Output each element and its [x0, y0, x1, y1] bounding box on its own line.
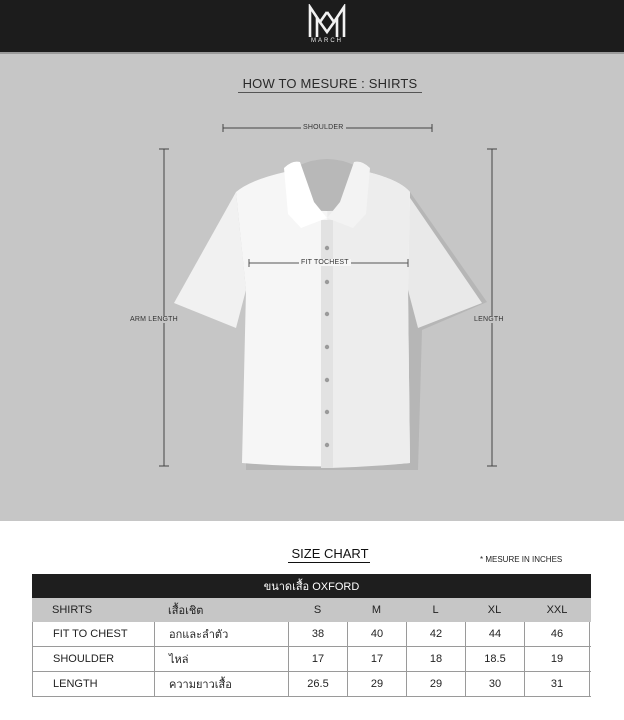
- table-row: [32, 622, 591, 647]
- size-chart-table: [32, 574, 591, 697]
- table-cell: อกและลำตัว: [154, 622, 288, 646]
- column-header: L: [432, 604, 439, 616]
- column-header: เสื้อเชิต: [168, 605, 204, 617]
- table-row: [32, 647, 591, 672]
- fit-to-chest-label: FIT TOCHEST: [301, 259, 349, 266]
- column-header: XXL: [546, 604, 568, 616]
- length-dimension-line: [487, 149, 497, 466]
- table-cell: 26.5: [288, 672, 347, 696]
- brand-logo-icon: [307, 4, 347, 38]
- units-note: * MESURE IN INCHES: [480, 555, 563, 564]
- table-cell: 18: [406, 647, 465, 671]
- column-header: S: [313, 604, 322, 616]
- table-column-headers: [32, 598, 591, 622]
- arm-length-dimension-line: [159, 149, 169, 466]
- column-header: XL: [487, 604, 502, 616]
- table-cell: 42: [406, 622, 465, 646]
- shoulder-label: SHOULDER: [303, 124, 344, 131]
- size-chart-title-underline: [288, 562, 370, 563]
- table-row: [32, 672, 591, 697]
- table-cell: LENGTH: [32, 672, 154, 696]
- table-cell: 17: [347, 647, 406, 671]
- length-label: LENGTH: [474, 316, 504, 323]
- table-cell: 38: [288, 622, 347, 646]
- table-cell: 44: [465, 622, 524, 646]
- measure-panel: [0, 54, 624, 521]
- shirt-illustration-icon: [174, 159, 487, 470]
- table-cell: 19: [524, 647, 590, 671]
- table-cell: FIT TO CHEST: [32, 622, 154, 646]
- table-header: ขนาดเสื้อ OXFORD: [32, 574, 591, 598]
- table-cell: SHOULDER: [32, 647, 154, 671]
- table-cell: 31: [524, 672, 590, 696]
- table-cell: 18.5: [465, 647, 524, 671]
- size-chart-title: SIZE CHART: [291, 546, 369, 561]
- measure-title: HOW TO MESURE : SHIRTS: [242, 76, 418, 91]
- table-cell: 17: [288, 647, 347, 671]
- table-cell: 46: [524, 622, 590, 646]
- table-cell: 29: [406, 672, 465, 696]
- column-header: SHIRTS: [52, 604, 93, 616]
- column-header: M: [371, 604, 382, 616]
- table-cell: ความยาวเสื้อ: [154, 672, 288, 696]
- table-cell: 29: [347, 672, 406, 696]
- header-bar: [0, 0, 624, 52]
- table-cell: ไหล่: [154, 647, 288, 671]
- brand-name: MARCH: [311, 38, 343, 44]
- table-cell: 40: [347, 622, 406, 646]
- arm-length-label: ARM LENGTH: [130, 316, 178, 323]
- table-cell: 30: [465, 672, 524, 696]
